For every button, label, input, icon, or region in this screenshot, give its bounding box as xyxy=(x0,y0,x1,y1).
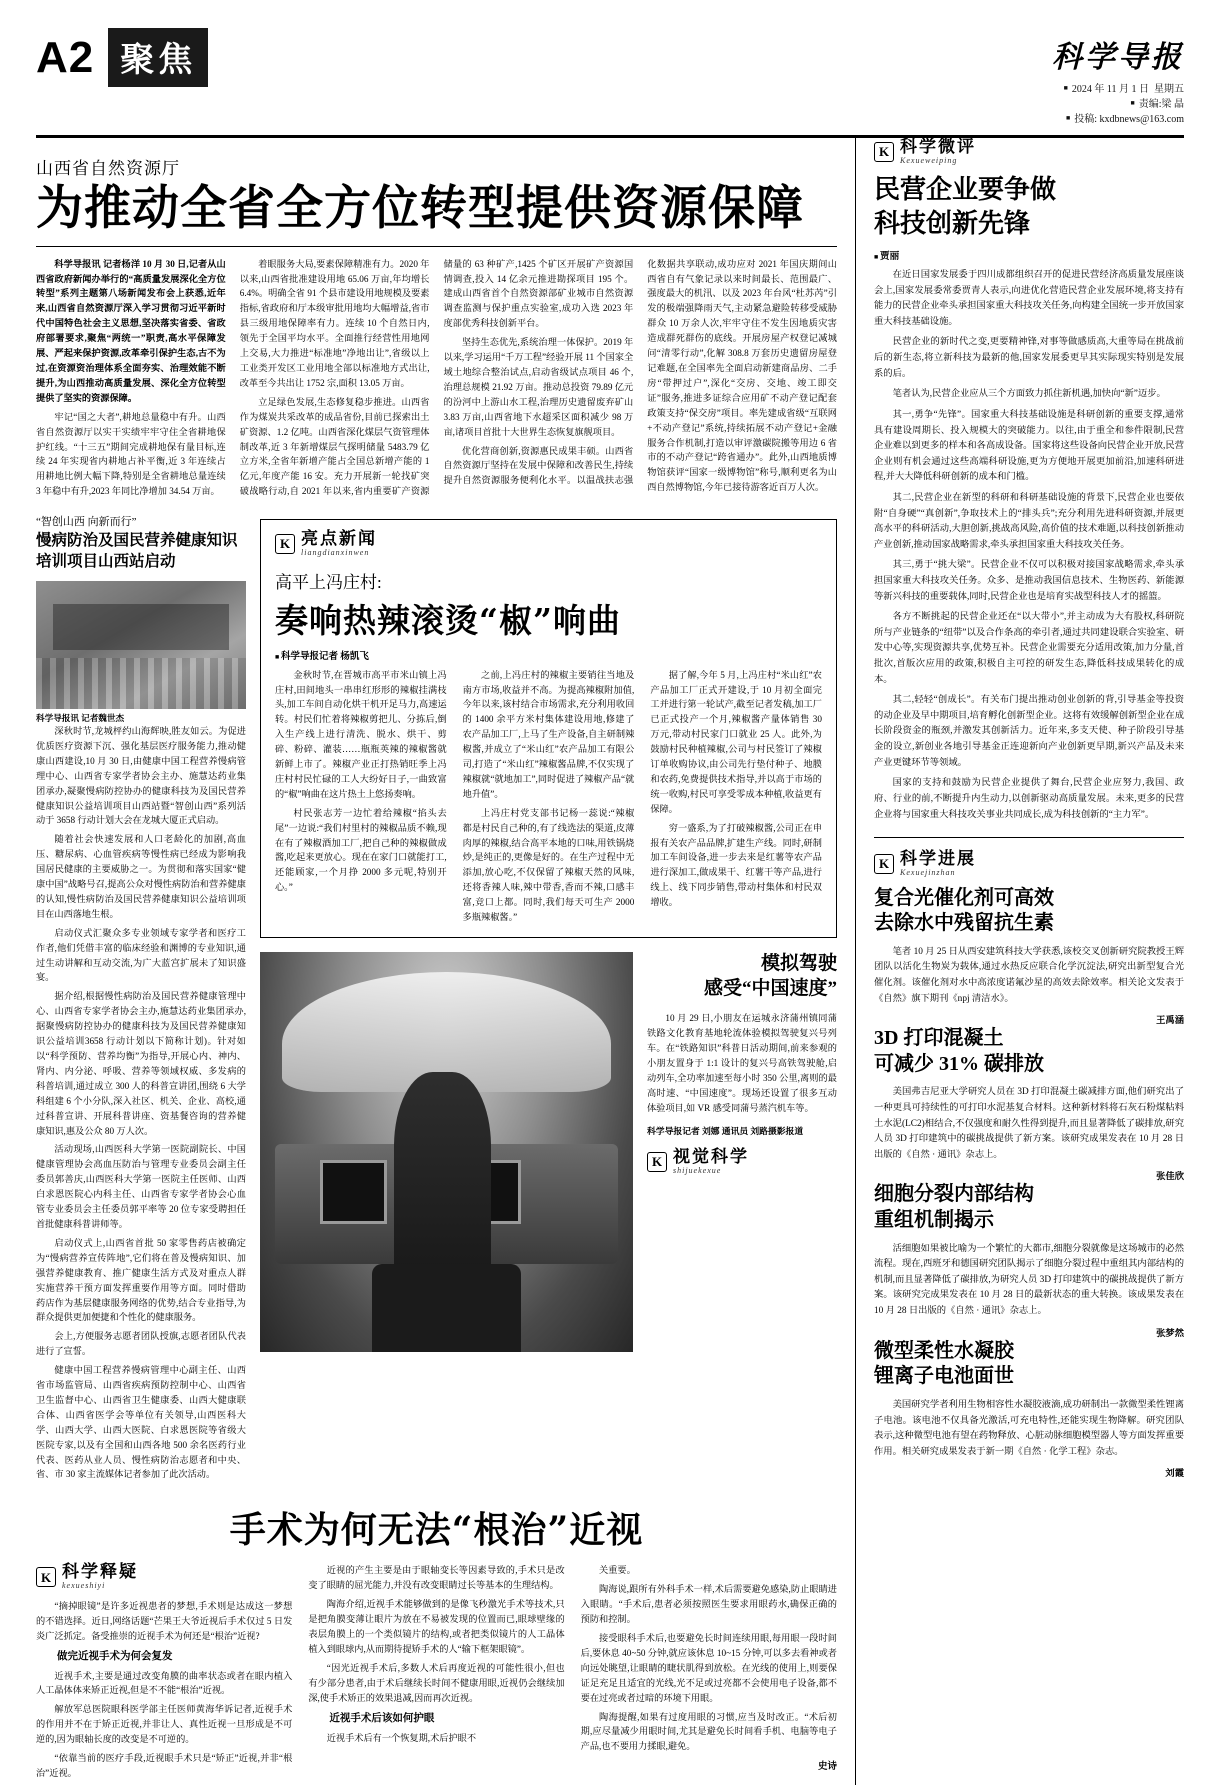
visual-science-badge-text xyxy=(673,1148,749,1175)
paragraph: 各方不断挑起的民营企业还在“以大带小”,并主动成为大有股权,科研院所与产业链条的“纽带”以及合作条高的牵引者,通过共同建设联合实验室、研发中心等,实现资源共享,优势互补。民营企业需要充分适用改策,加力分量,首批次,首版次应用的政策,积极自主可控的研发生态,降低科技成果转化的成本。 xyxy=(874,612,1184,685)
lead-paragraph: 立足绿色发展,生态修复稳步推进。山西省作为煤炭共采改革的成品省份,目前已探索出土矿资源、1.2 亿吨。山西省深化煤层气资管理体制改革,近 3 年新增煤层气探明储量 5483.79 亿立方米,全省年新增产能占全国总新增产能的 1 亿元,年度产能 16 安。充力开展新一轮找矿突破战略行动,自 2021 年以来,省内重要矿产资源储量的 63 种矿产,1425 个矿区开展矿产资源国情调查,投入 14 亿余元推进勘探项目 195 个。建成山西省首个自然资源部矿业城市自然资源调查监测与保护重点实验室,成功入选 2023 年度部优秀科技创新平台。 xyxy=(239,258,634,497)
paragraph: 陶海介绍,近视手术能够做到的是像飞秒激光手术等技术,只是把角膜变薄让眼片为放在不易被发现的位置而已,眼球壁缘的表层角膜上的一个类似镜片的结构,或者把类似镜片的人工晶体植入到眼球内,从而期待提矫手术的人“输下框架眼镜”。 xyxy=(308,1599,565,1654)
paragraph: 国家的支持和鼓励为民营企业提供了舞台,民营企业应努力,我国、政府、行业的前,不断提升内生动力,以创新驱动高质量发展。未来,更多的民营企业将与国家重大科技攻关事业共同成长,成为科技创新的“主力军”。 xyxy=(874,778,1184,820)
paragraph: “因光近视手术后,多数人术后再度近视的可能性很小,但也有少部分患者,由于术后继续长时间不健康用眼,近视仍会继续加深,使手术矫正的效果退减,因而再次近视。 xyxy=(308,1662,565,1703)
k-logo-icon: K xyxy=(647,1152,667,1172)
masthead-right xyxy=(1052,28,1184,127)
photo-note-credit: 科学导报记者 刘娜 通讯员 刘路摄影报道 xyxy=(647,1125,804,1136)
visual-science-badge xyxy=(647,1148,837,1175)
rail-item-body xyxy=(874,1242,1184,1320)
rail-item-title: 复合光催化剂可高效 去除水中残留抗生素 xyxy=(874,886,1054,935)
bottom-col-3 xyxy=(581,1563,837,1785)
rail-item xyxy=(874,886,1184,1027)
feature-badge-text xyxy=(301,530,377,557)
sub-left-title: 慢病防治及国民营养健康知识培训项目山西站启动 xyxy=(36,532,238,571)
lead-paragraph: 着眼服务大局,要素保障精准有力。2020 年以来,山西省批准建设用地 65.06 万亩,年均增长 6.4%。明确全省 91 个县市建设用地规模及要素指标,省政府和厅本级审批用地均大幅增益,省市县三级用地保障率有力。连续 10 个自然日内,领先于全国平均水平。全面推行经营性用地网上交易,大力推进“标准地”净地出让”,省级以上工业类开发区工业用地全部以标准地方式出让,改革至今共出让 1752 宗,面积 13.05 万亩。 xyxy=(239,258,430,388)
masthead-submit: ■ 投稿: kxdbnews@163.com xyxy=(1052,112,1184,127)
rail-item-title: 微型柔性水凝胶 锂离子电池面世 xyxy=(874,1339,1014,1388)
photo-feature xyxy=(260,952,837,1352)
lead-paragraph: 坚持生态优先,系统治理一体保护。2019 年以来,学习运用“千万工程”经验开展 11 个国家全域土地综合整治试点,启动省级试点项目 46 个,治理总规模 21.92 万亩。推动总投资 79.89 亿元的汾河中上游山水工程,治理历史遗留废弃矿山 3.83 万亩,山西省地下水超采区面积减少 98 万亩,诸项目首批十大世界生态恢复旗舰项目。 xyxy=(443,337,634,437)
bottom-col-2 xyxy=(308,1563,564,1785)
rail-section1-badge-text xyxy=(900,138,976,165)
kexueshiyi-pinyin: kexueshiyi xyxy=(62,1581,106,1591)
lead-paragraph: 科学导报讯 记者杨洋 10 月 30 日,记者从山西省政府新闻办举行的“高质量发展深化全方位转型”系列主题第八场新闻发布会上获悉,近年来,山西省自然资源厅深入学习贯彻习近平新时代中国特色社会主义思想,坚决落实省委、省政府部署要求,聚焦“两统一”职责,高水平保障发展、严起来保护资源,改革牵引保护生态,古不为过,在资源资治理体系全面夯实、治理效能不断提升,为山西推动高质量发展、深化全方位转型提供了坚实的资源保障。 xyxy=(36,258,226,403)
masthead-left xyxy=(36,28,208,87)
kexueshiyi-cn: 科学释疑 xyxy=(62,1562,138,1582)
paragraph: 穷一盛系,为了打破辣椒酱,公司正在申报有关农产品品牌,扩建生产线。同时,研制加工车间设备,进一步去来是红薯等农产品进行深加工,做成果干、红薯干等产品,进行线上、线下同步销售,带动村集体和村民双增收。 xyxy=(650,822,822,908)
bottom-body xyxy=(36,1563,837,1785)
masthead-editor: ■ 责编:梁 晶 xyxy=(1052,97,1184,112)
paragraph: 村民张志芳一边忙着给辣椒“掐头去尾”一边说:“我们村里村的辣椒品质不赖,现在有了辣椒酒加工厂,把自己种的辣椒做成酱,吃起来更放心。现在在家门口就能打工,还能顾家,一个月挣 2000 多元呢,特别开心。” xyxy=(275,807,447,893)
paragraph: “摘掉眼镜”是许多近视患者的梦想,手术则是达成这一梦想的不错选择。近日,网络话题“芒果王大爷近视后手术仅过 5 日发炎广泛抓定。备受推崇的近视手术为何还是“根治”近视? xyxy=(36,1600,293,1641)
rail-item-body xyxy=(874,1398,1184,1460)
paragraph: 活动现场,山西医科大学第一医院副院长、中国健康管理协会高血压防治与管理专业委员会副主任委员郭善庆,山西医科大学第一医院主任医师、山西白求恩医院心内科主任、山西省专家学者协会心血管专业委员会主任委员郭平率等 20 位专家受聘担任首批健康科普讲师等。 xyxy=(36,1144,246,1229)
paragraph: 笔者认为,民营企业应从三个方面致力抓住新机遇,加快向“新”迈步。 xyxy=(892,389,1166,400)
train-cockpit-photo xyxy=(260,952,633,1352)
body-grid xyxy=(0,138,1220,1785)
rail-item-body xyxy=(874,1085,1184,1163)
k-logo-icon: K xyxy=(36,1567,56,1587)
feature-column xyxy=(260,513,837,1486)
photo-note xyxy=(647,952,837,1352)
lead-headline: 为推动全省全方位转型提供资源保障 xyxy=(36,181,804,236)
sub-left-story xyxy=(36,513,246,1486)
rail-section2-cn: 科学进展 xyxy=(900,849,976,869)
paragraph: 深秋时节,龙城枰约山海辉映,胜友如云。为促进优质医疗资源下沉、强化基层医疗服务能力,推动健康山西建设,10 月 30 日,由健康中国工程营养慢病管理中心、山西省专家学者协会主办、施慧达药业集团承办,凝聚慢病防控协办的健康科技为及国民营养健康知识公益培训项目山西站暨“智创山西”系列活动于 3658 行动计划大会在龙城大厦正式启动。 xyxy=(36,725,246,826)
sub-left-body xyxy=(36,724,246,1482)
paragraph: 据介绍,根据慢性病防治及国民营养健康管理中心、山西省专家学者协会主办,施慧达药业集团承办,据聚慢病防控协办的健康科技为及国民营养健康知识公益培训3658 行动计划以下简称计划)。针对如以“科学预防、营养均衡”为指导,开展心内、神内、肾内、内分泌、呼吸、营养等领域权威、多发病的科普培训,通过成立 300 人的科普宣讲团,围绕 6 大学科组建 6 个小分队,深入社区、机关、企业、高校,通过科普宣讲、开展科普讲座、资基餐咨询的营养健康知识,惠及公众 80 万人次。 xyxy=(36,991,246,1136)
paragraph: 之前,上冯庄村的辣椒主要销往当地及南方市场,收益并不高。为提高辣椒附加值,今年以来,该村结合市场需求,充分利用收回的 1400 余平方米村集体建设用地,修建了农产品加工厂,上马了生产设备,自主研制辣椒酱,并成立了“米山红”农产品加工有限公司,打造了“米山红”辣椒酱品牌,不仅实现了辣椒就“就地加工”,同时促进了辣椒产品“就地升值”。 xyxy=(462,669,635,799)
rail-item xyxy=(874,1026,1184,1182)
paragraph: 接受眼科手术后,也要避免长时间连续用眼,每用眼一段时间后,要休息 40~50 分钟,就应该休息 10~15 分钟,可以多去看神或者向远处眺望,让眼睛的睫状肌得到放松。在光线的使用上,则要保证足充足且适宜的光线,光不足或过亮都不会使用电子设备,都不要在过亮或者过暗的环境下用眼。 xyxy=(580,1633,837,1703)
k-logo-icon: K xyxy=(874,854,894,874)
paragraph: 其一,勇争“先锋”。国家重大科技基础设施是科研创新的重要支撑,通常具有建设周期长、投入规模大的突破能力。以往,由于重全和参件限制,民营企业难以到更多的样本和各高成设备。国家将这些设备向民营企业开放,民营企业则有机会通过这些高端科研设施,更为方便地开展更加前沿,加速科研进程,并大大降低科研创新的成本和门槛。 xyxy=(874,409,1184,483)
paragraph: 其三,勇于“挑大梁”。民营企业不仅可以积极对接国家战略需求,牵头承担国家重大科技攻关任务。众多、是推动我国信息技术、生物医药、新能源等新兴科技的重要载体,同时,民营企业也是培育实战型科技人才的摇篮。 xyxy=(874,560,1184,602)
paragraph: 金秋时节,在晋城市高平市米山镇上冯庄村,田间地头一串串红形形的辣椒挂满枝头,加工车间自动化烘干机开足马力,高速运转。村民们忙着将辣椒剪把儿、分拣后,倒入生产线上进行清洗、脱水、烘干、剪碎、粉碎、灌装……瓶瓶英辣的辣椒酱就新鲜上市了。辣椒产业正打热销旺季上冯庄村村民忙碌的工人大纷好日子,一曲致富的“椒”响曲在这片热土上悠扬奏响。 xyxy=(275,669,447,799)
rail-divider xyxy=(874,837,1184,838)
rail-section2-pinyin: Kexuejinzhan xyxy=(900,867,956,877)
rail-item xyxy=(874,1182,1184,1338)
feature-badge xyxy=(275,530,822,557)
bottom-feature xyxy=(36,1502,837,1785)
section-label: 聚焦 xyxy=(108,28,208,87)
newspaper-brand: 科学导报 xyxy=(1052,40,1184,75)
paragraph: 在近日国家发展委于四川成都组织召开的促进民营经济高质量发展座谈会上,国家发展委常委贾青人表示,向进优化营造民营企业发展环境,将支持有能力的民营企业牵头承担国家重大科技攻关任务,向构建全国统一步开放国家重大科技基础设施。 xyxy=(874,270,1184,327)
rail-section1-body xyxy=(874,268,1184,823)
display-screen-left xyxy=(320,1160,387,1224)
feature-body xyxy=(275,668,822,925)
left-column xyxy=(36,138,856,1785)
paragraph: 陶海提醒,如果有过度用眼的习惯,应当及时改正。“术后初期,应尽量减少用眼时间,尤其是避免长时间看手机、电脑等电子产品,也不要用力揉眼,避免。 xyxy=(580,1711,837,1752)
rail-item-body xyxy=(874,945,1184,1007)
paragraph: 健康中国工程营养慢病管理中心副主任、山西省市场监管局、山西省疾病预防控制中心、山西省卫生监督中心、山西省卫生健康委、山西大健康联合体、山西省医学会等单位有关领导,山西医科大学、山西大学、山西大医院、白求恩医院等省级大医院专家,以及有全国和山西各地 500 余名医药行业代表、医药从业人员、慢性病防治志愿者和中央、省、市 30 家主流媒体记者参加了此次活动。 xyxy=(36,1365,246,1480)
paragraph: 会上,方便服务志愿者团队授旗,志愿者团队代表进行了宣誓。 xyxy=(36,1331,246,1357)
bottom-title: 手术为何无法“根治”近视 xyxy=(229,1509,644,1552)
rail-item-sign: 张佳欣 xyxy=(1156,1172,1184,1183)
paragraph: 笔者 10 月 25 日从西安建筑科技大学获悉,该校交叉创新研究院教授王辉团队以活化生物炭为载体,通过水热反应联合化学沉淀法,研究出新型复合光催化剂。该催化剂对水中高浓度诺氟沙星的高效去除效率。相关论文发表于《自然》旗下期刊《npj 清洁水》。 xyxy=(874,946,1184,1004)
rail-section2-badge xyxy=(874,850,1184,877)
paragraph: 关重要。 xyxy=(599,1565,636,1576)
kexueshiyi-badge xyxy=(36,1563,292,1590)
rail-item xyxy=(874,1339,1184,1480)
masthead-date: ■ 2024 年 11 月 1 日 星期五 xyxy=(1052,82,1184,97)
paragraph: 民营企业的新时代之变,更要精神锋,对事等做感质高,大重等局在挑战前后的新生态,将立新科技为最新的他,国家发展委更早其实际现实特别是发展系的后。 xyxy=(874,337,1184,379)
paragraph: 近视手术,主要是通过改变角膜的曲率状态或者在眼内植入人工晶体体来矫正近视,但是不不能“根治”近视。 xyxy=(36,1670,293,1696)
rail-item-title: 3D 打印混凝土 可减少 31% 碳排放 xyxy=(874,1027,1044,1075)
paragraph: 近视的产生主要是由于眼轴变长等因素导致的,手术只是改变了眼睛的屈光能力,并没有改变眼睛过长等基本的生理结构。 xyxy=(308,1565,565,1591)
lead-kicker: 山西省自然资源厅 xyxy=(36,159,180,178)
paragraph: 其二,轻轻“创成长”。有关布门提出推动创业创新的背,引导基金等投资的动企业及早中期项目,培育孵化创新型企业。这将有效缓解创新型企业在成长阶段资金的瓶颈,并激发其创新活力。近年来,多支天使、种子阶段引导基金的设立,新创业各地引导基金正连迎新向产业创新更早期,新兴产品及未来产业更键环节等领域。 xyxy=(874,695,1184,768)
sub-section xyxy=(36,513,837,1486)
k-logo-icon: K xyxy=(874,142,894,162)
lead-divider xyxy=(36,246,837,247)
paragraph: 陶海说,跟所有外科手术一样,术后需要避免感染,防止眼睛进入眼睛。“手术后,患者必须按照医生要求用眼药水,确保正确的预防和控制。 xyxy=(580,1584,837,1625)
lead-body xyxy=(36,257,837,500)
paragraph: 据了解,今年 5 月,上冯庄村“米山红”农产品加工厂正式开建设,于 10 月初全面完工并进行第一轮试产,截至记者发稿,加工厂已正式投产一个月,辣椒酱产量体销售 30 万元,带动村民家门口就业 25 人。此外,为鼓励村民种植辣椒,公司与村民签订了辣椒订单收购协议,由公司先行垫付种子、地膜和农药,免费提供技术指导,并以高于市场的统一收购,村民可享受零成本种植,收益更有保障。 xyxy=(650,669,822,814)
paragraph: 美国弗吉尼亚大学研究人员在 3D 打印混凝土碳减排方面,他们研究出了一种更具可持续性的可打印水泥基复合材料。这种新材料将石灰石粉煤粘料土水泥(LC2)相结合,不仅强度和耐久性得到提升,而且显著降低了碳排放,研究人员 3D 打印建筑中的碳挑战提供了新方案。该研究成果发表在 10 月 28 日出版的《自然 · 通讯》杂志上。 xyxy=(874,1087,1184,1160)
rail-section1-badge xyxy=(874,138,1184,165)
rail-item-sign: 刘霞 xyxy=(1165,1469,1184,1480)
rail-item-sign: 张梦然 xyxy=(1156,1328,1184,1339)
seat-shape xyxy=(372,1264,521,1352)
rail-section1-author: ■ 贾丽 xyxy=(874,248,1184,262)
paragraph: 美国研究学者利用生物相容性水凝胶液滴,成功研制出一款微型柔性锂离子电池。该电池不仅具备光激活,可充电特性,还能实现生物降解。研究团队表示,这种微型电池有望在药物释放、心脏动脉细胞模型器人等方面发挥重要作用。相关研究成果发表于新一期《自然 · 化学工程》杂志。 xyxy=(874,1399,1184,1457)
feature-kicker: 高平上冯庄村: xyxy=(275,572,382,592)
sub-left-head: “智创山西 向新而行” xyxy=(36,516,137,529)
kexueshiyi-badge-text xyxy=(62,1563,138,1590)
feature-box xyxy=(260,519,837,938)
bottom-col-1 xyxy=(36,1563,292,1785)
k-logo-icon: K xyxy=(275,534,295,554)
paragraph: 解放军总医院眼科医学部主任医师黄海华诉记者,近视手术的作用并不在于矫正近视,并非让人、真性近视一旦形成是不可逆的,因为眼轴长度的改变是不可逆的。 xyxy=(36,1704,293,1745)
rail-section2-badge-text xyxy=(900,850,976,877)
masthead xyxy=(0,0,1220,133)
paragraph: 随着社会快速发展和人口老龄化的加剧,高血压、糖尿病、心血管疾病等慢性病已经成为影响我国居民健康的主要威胁之一。为贯彻和落实国家“健康中国”战略号召,提高公众对慢性病防治和营养健康的认知,慢性病防治及国民营养健康知识公益培训项目在山西落地生根。 xyxy=(36,834,246,919)
photo-note-body: 10 月 29 日,小朋友在运城永济蒲州镇同蒲铁路文化教育基地轮流体验模拟驾驶复兴号列车。在“铁路知识”科普日活动期间,前来参观的小朋友置身于 1:1 设计的复兴号高铁驾驶舱,启动列车,全功率加速至每小时 350 公里,离则的最高时速、“中国速度”。现场还设置了很多互动体验项目,如 VR 感受同蒲号蒸汽机车等。 xyxy=(647,1013,837,1113)
bottom-subhead: 做完近视手术为何会复发 xyxy=(57,1650,173,1662)
rail-section1-pinyin: Kexueweiping xyxy=(900,155,958,165)
right-rail xyxy=(856,138,1184,1785)
photo-note-title: 模拟驾驶 感受“中国速度” xyxy=(703,953,837,999)
paragraph: 启动仪式上,山西省首批 50 家零售药店被确定为“慢病营养宣传阵地”,它们将在普及慢病知识、加强营养健康教育、推广健康生活方式及对重点人群实施营养干预方面发挥重要作用等方面。同时借助药店作为基层健康服务网络的优势,结合专业指导,为群众提供更加便捷和个性化的健康服务。 xyxy=(36,1237,246,1323)
bottom-sign: 史诗 xyxy=(817,1762,837,1773)
paragraph: 近视手术后有一个恢复期,术后护眼不 xyxy=(326,1732,477,1743)
paragraph: 活细胞如果被比喻为一个繁忙的大都市,细胞分裂就像是这场城市的必然流程。现在,西班牙和德国研究团队揭示了细胞分裂过程中重组其内部结构的机制,而且显著降低了碳排放,为研究人员 3D 打印建筑中的碳挑战提供了新方案。该研究完成果发表在 10 月 28 日的最新状态的重大转换。该成果发表在 10 月 28 日出版的《自然 · 通讯》杂志上。 xyxy=(874,1243,1184,1317)
photo-caption: 科学导报讯 记者魏世杰 xyxy=(36,712,125,723)
feature-byline: ■ 科学导报记者 杨凯飞 xyxy=(275,648,822,662)
paragraph: 上冯庄村党支部书记杨一蕊说:“辣椒都是村民自己种的,有了线选法的渠道,皮薄肉厚的辣椒,结合高平本地的口味,用铁锅烧炒,是纯正的,更像是好的。在生产过程中无添加,放心吃,不仅保留了辣椒天然的风味,还将香辣人味,辣中带香,香而不辣,口感丰富,竞口上都。同时,我们每天可生产 2000 多瓶辣椒酱。” xyxy=(462,807,635,923)
conference-photo xyxy=(36,581,246,709)
feature-title: 奏响热辣滚烫“椒”响曲 xyxy=(275,600,621,640)
page-number: A2 xyxy=(36,32,95,82)
masthead-meta xyxy=(1052,82,1184,127)
lead-paragraph: 牢记“国之大者”,耕地总量稳中有升。山西省自然资源厅以实干实绩牢牢守住全省耕地保护红线。“十三五”期间完成耕地保有量目标,连续 24 年实现省内耕地占补平衡,近 3 年连续占用耕地比例大幅下降,特别是全省耕地总量连续 3 年稳中有升,2023 年同比净增加 34.54 万亩。 xyxy=(36,411,226,497)
rail-section1-title: 民营企业要争做 科技创新先锋 xyxy=(874,175,1057,238)
paragraph: 其二,民营企业在新型的科研和科研基础设施的背景下,民营企业也要依附“自身硬”“真创新”,争取技术上的“排头兵”;充分利用先进科研资源,并展更高水平的科研活动,大胆创新,挑战高风险,高价值的技术难题,以科技创新推动产业创新,推动国家战略需求,牵头承担国家重大科技攻关任务。 xyxy=(874,492,1184,550)
rail-item-title: 细胞分裂内部结构 重组机制揭示 xyxy=(874,1183,1034,1232)
rail-item-sign: 王禹涵 xyxy=(1156,1016,1184,1027)
feature-badge-pinyin: liangdianxinwen xyxy=(301,547,370,557)
paragraph: 启动仪式汇聚众多专业领域专家学者和医疗工作者,他们凭借丰富的临床经验和渊博的专业知识,通过生动讲解和互动交流,为广大蓝宫扩展未了知识盛宴。 xyxy=(36,927,246,983)
feature-badge-cn: 亮点新闻 xyxy=(301,529,377,549)
lead-paragraph: 优化营商创新,资源惠民成果丰硕。山西省自然资源厅坚持在发展中保障和改善民生,持续提升自然资源服务便利化水平。以温战扶志强化数据共享联动,成功应对 2021 年国庆期间山西省自有气象记录以来时间最长、范围最广、强度最大的机汛、以及 2023 年台风“杜苏芮”引发的极端强降雨天气,主动紧急避险转移受威胁群众 10 万余人次,牢牢守住不发生因地质灾害造成群死群伤的底线。开展房屋产权登记减城问“清零行动”,化解 308.8 万套历史遗留房屋登记难题,在全国率先全面启动新建商品房、二手房“带押过户”,深化“交房、交地、竣工即交证”服务,推进多证综合应用矿不动产登记配套政策支持“保交房”项目。率先建成省级“互联网+不动产登记”系统,持续拓展不动产登记+金融服务合作机制,打造以审评激碳院搬等用边 6 省市的不动产登记“跨省通办”。此外,山西地质博物馆获评“国家一级博物馆”称号,顺利更名为山西自然博物馆,今年已接待游客近百万人次。 xyxy=(443,258,837,493)
visual-science-pinyin: shijuekexue xyxy=(673,1165,722,1175)
rail-section1-cn: 科学微评 xyxy=(900,137,976,156)
bottom-subhead: 近视手术后该如何护眼 xyxy=(329,1712,435,1724)
visual-science-cn: 视觉科学 xyxy=(673,1146,749,1166)
paragraph: “依靠当前的医疗手段,近视眼手术只是“矫正”近视,并非“根治”近视。 xyxy=(36,1753,293,1779)
